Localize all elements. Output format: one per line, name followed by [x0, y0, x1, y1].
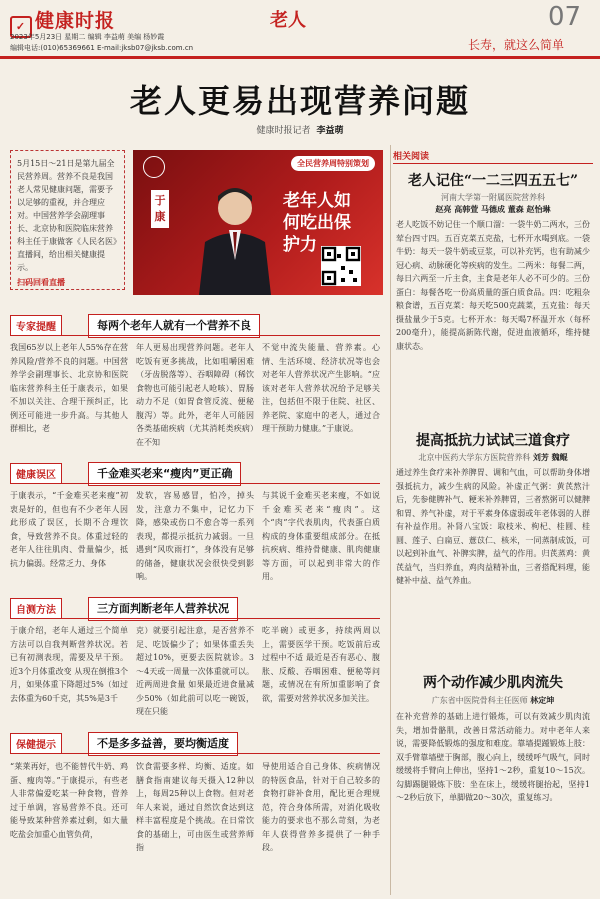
- lede-text: 5月15日～21日是第九届全民营养周。营养不良是我国老人常见健康问题，需要予以足够的重视，并合理应对。中国营养学会副理事长、北京协和医院临床营养科主任于康做客《人民名医》直播间，给出相关健康提示。: [17, 159, 117, 272]
- scan-hint: 扫码回看直播: [17, 277, 65, 287]
- doctor-portrait: [195, 180, 275, 295]
- text-column: 导使用适合自己身体、疾病情况的特医食品，针对于自己较多的食物打辟补食用，配比更合理规范，符合身体所需，对消化吸收能力的要求也不那么苛刻，为老年人获得营养多提供了一种手段。: [262, 762, 380, 852]
- section-health-tip: [10, 732, 380, 754]
- section-title: 不是多多益善，要均衡适度: [88, 732, 238, 756]
- byline: [0, 123, 600, 136]
- section-divider: [10, 753, 380, 754]
- text-column: 年人更易出现营养问题。老年人吃饭有更多挑战，比如咀嚼困难（牙齿脱落等）、吞咽障碍（稀饮食物也可能引起老人呛咳）、胃肠动力不足（如胃食管反流、便秘腹泻）等。此外，老年人可能因各类基础疾病（尤其消耗类疾病）在不知: [136, 343, 254, 447]
- section-label: 自测方法: [10, 598, 62, 619]
- section-divider: [10, 335, 380, 336]
- contact-meta: 编辑电话:(010)65369661 E-mail:jksb07@jksb.com.cn: [10, 44, 194, 52]
- text-column: 不觉中流失能量、营养素。心情、生活环境、经济状况等也会对老年人营养状况产生影响。“应该对老年人营养状况给予足够关注，包括但不限于住院、社区、养老院、家庭中的老人，通过合理干预助力健康。”于康说。: [262, 343, 380, 433]
- text-column: “莱莱再好，也不能替代牛奶、鸡蛋、瘦肉等。”于康提示，有些老人非常偏爱吃某一种食物，营养过于单调，容易营养不良。还可能导致某种营养素过剩，如大量吃盐会加重心血管负荷，: [10, 762, 128, 839]
- section-title: 千金难买老来“瘦肉”更正确: [88, 462, 241, 486]
- section-title: 三方面判断老年人营养状况: [88, 597, 238, 621]
- section-divider: [10, 618, 380, 619]
- sidebar-article-org: 河南大学第一附属医院营养科: [441, 193, 545, 202]
- section-title: 每两个老年人就有一个营养不良: [88, 314, 260, 338]
- sidebar-article-title: 两个动作减少肌肉流失: [423, 675, 563, 691]
- sidebar-article-title: 老人记住“一二三四五五七”: [407, 173, 579, 189]
- text-column: 于康表示，“千金难买老来瘦”初衷是好的，但也有不少老年人因此形成了误区，长期不合理饮食，导致营养不良。体重过轻的老年人往往肌肉、骨量偏少，抵抗力偏弱。经常乏力、身体: [10, 491, 128, 568]
- byline-prefix: 健康时报记者: [256, 126, 311, 136]
- section-myth: [10, 462, 380, 484]
- section-expert-tip: [10, 314, 380, 336]
- edition-meta: 2023年5月23日 星期二 编辑 李益萌 美编 杨妙霞: [10, 33, 165, 41]
- text-column: 饮食需要多样、均衡、适度。如膳食指南建议每天摄入12种以上，每周25种以上食物。但对老年人来说，通过自然饮食达到这样丰富程度是个挑战。在日常饮食的基础上，可由医生或营养师指: [136, 762, 254, 852]
- sidebar-article-authors: 赵亮 高韩萱 马德成 董森 赵怡琳: [435, 205, 551, 214]
- related-reading-tag: 相关阅读: [393, 149, 593, 164]
- text-column: 于康介绍，老年人通过三个简单方法可以自我判断营养状况。若已有初测表现，需要及早干预。近3个月体重改变 从现在倒推3个月，如果体重下降超过5%（如过去体重为60千克，其5%是3千: [10, 626, 128, 703]
- text-column: 与其说千金难买老来瘦，不如说千金难买老来“瘦肉”。这个“肉”字代表肌肉，代表蛋白质构成的身体重要组成部分。在抵抗疾病、维持骨健康、肌肉健康等方面，可以起到非常大的作用。: [262, 491, 380, 581]
- section-self-test: [10, 597, 380, 619]
- section-divider: [10, 483, 380, 484]
- logo-text: 健康时报: [35, 10, 116, 32]
- section-name: 老人: [270, 10, 306, 31]
- sidebar-article-title: 提高抵抗力试试三道食疗: [416, 433, 570, 449]
- sidebar-article-body: 在补充营养的基础上进行锻炼，可以有效减少肌肉流失，增加骨骼肌，改善日常活动能力。对中老年人来说，需要降低锻炼的强度和难度。靠墙提踵锻炼上肢：双手臂靠墙壁于胸部，腹心向上，缓缓呼气吸气，同时缓缓将手臂向上伸出，坚持1～2秒，重复10～15次。勾脚踢腿锻炼下肢：坐在床上，缓缓将腿抬起，坚持1～2秒后放下，单脚做20～30次，重复练习。: [396, 712, 590, 802]
- page-slogan: 长寿，就这么简单: [468, 38, 565, 52]
- text-column: 发软，容易感冒，怕冷，掉头发，注意力不集中，记忆力下降，感染或伤口不愈合等一系列表现，都提示抵抗力减弱。一旦遇到“风吹雨打”，身体没有足够的储备，健康状况会很快受到影响。: [136, 491, 254, 581]
- feature-banner: [133, 150, 383, 295]
- section-label: 保健提示: [10, 733, 62, 754]
- column-divider: [390, 145, 391, 895]
- sidebar-article-body: 通过养生食疗来补养脾胃、调和气血，可以帮助身体增强抵抗力，减少生病的风险。补虚正气粥：黄芪熬汁后，先参健脾补气、粳米补养脾胃，三者熬粥可以健脾和胃、养气补虚，对于平素身体虚弱或年老体弱的人群有补益作用。补肾八宝饭：取枝米、枸杞、桂圆、桂圆、莲子、白扁豆、薏苡仁、核米，一同蒸制成饭，可以起到补血气、补脾实脾，益气的作用。归芪蒸鸡：黄芪益气，当归养血，鸡肉益精补血，三者搭配料理，能健补中益、益气养血。: [396, 468, 590, 585]
- text-column: 克）就要引起注意，是否营养不足、吃饭偏少了；如果体重丢失超过10%，更要去医院就诊。3～4天或一周量一次体重就可以。近两周进食量 如果最近进食量减少50%（如此前可以吃一碗饭，现在只能: [136, 626, 254, 716]
- section-label: 健康误区: [10, 463, 62, 484]
- sidebar-article-org: 广东省中医院骨科主任医师 林定坤: [431, 696, 555, 705]
- page-headline: 老人更易出现营养问题: [129, 82, 470, 120]
- banner-name: 于康: [151, 190, 169, 228]
- page-number: 07: [548, 2, 582, 32]
- section-body: [10, 341, 380, 453]
- section-body: [10, 489, 380, 587]
- sidebar-article-org: 北京中医药大学东方医院营养科 刘芳 魏鲲: [418, 453, 568, 462]
- byline-name: 李益萌: [316, 126, 344, 136]
- banner-tag: 全民营养周特别策划: [291, 156, 375, 171]
- text-column: 吃半碗）或更多，持续两周以上，需要医学干预。吃饭前后或过程中不适 最近是否有恶心、腹胀、反酸、吞咽困难、便秘等问题，或情况在有所加重影响了食欲，需要对营养状况多加关注。: [262, 626, 380, 703]
- program-logo-icon: [143, 156, 165, 178]
- text-column: 我国65岁以上老年人55%存在营养风险/营养不良的问题。中国营养学会副理事长、北京协和医院临床营养科主任于康表示，如果不加以关注、合理干预纠正，比例还可能进一步升高。与其他人群相比，老: [10, 343, 128, 433]
- section-body: [10, 760, 380, 890]
- lede-box: [10, 150, 125, 290]
- section-label: 专家提醒: [10, 315, 62, 336]
- qr-code-icon[interactable]: [321, 246, 361, 286]
- logo-mark-icon: ✓: [10, 16, 32, 38]
- section-body: [10, 624, 380, 722]
- sidebar-article-body: 老人吃饭不妨记住一个顺口溜：一袋牛奶二两水，三份荤台四寸四。五百克菜五克盐，七杯开水喝到底。一袋牛奶：每天一袋牛奶或豆浆，可以补充钙，也有助减少冠心病、动脉硬化等疾病的发生。二两米：每餐二两，每日六两至一斤主食，主食是老年人必不可少的。三份蛋白：每餐各吃一份高质量的蛋白质食品。四：吃粗杂粮食谱，五百克菜：每天吃500克蔬菜，五克盐：每天摄盐量少于5克。七杯开水：每天喝7杯温开水（每杯200毫升），能提高新陈代谢，促进血液循环，维持健康状态。: [396, 220, 590, 351]
- banner-question: 老年人如何吃出保护力: [283, 191, 351, 255]
